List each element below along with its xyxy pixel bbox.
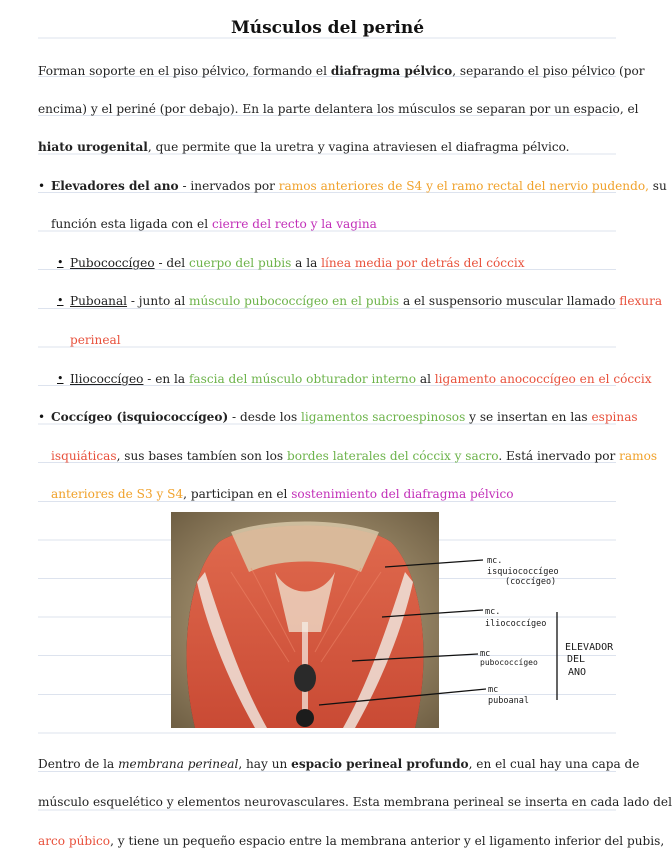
label-isquiococcigeo-b: isquiococcígeo [487, 567, 559, 577]
term-espacio-perineal-profundo: espacio perineal profundo [291, 757, 469, 771]
term-hiato-urogenital: hiato urogenital [38, 140, 148, 154]
insertion-text: ligamento anococcígeo en el cóccix [434, 372, 652, 386]
leader-line [385, 560, 483, 567]
insertion-text: espinas [591, 410, 638, 424]
leader-line [319, 689, 486, 705]
text-run: y se insertan en las [465, 410, 592, 424]
leader-line [382, 610, 483, 617]
leader-line [352, 654, 478, 661]
sub-bullet-icon: • [57, 372, 64, 385]
label-puboanal-a: mc [488, 685, 499, 695]
text-run: a la [291, 256, 322, 270]
text-run: , sus bases tambíen son los [116, 449, 287, 463]
text-run: a el suspensorio muscular llamado [399, 294, 620, 308]
origin-text: ligamentos sacroespinosos [301, 410, 466, 424]
insertion-text: isquiáticas [51, 449, 117, 463]
origin-text: músculo pubococcígeo en el pubis [189, 294, 400, 308]
term-arco-pubico: arco púbico [38, 834, 111, 848]
insertion-text: flexura [619, 294, 663, 308]
text-run: - en la [143, 372, 189, 386]
label-iliococcigeo-b: iliococcígeo [485, 619, 547, 629]
page-title: Músculos del periné [230, 18, 425, 38]
text-run: función esta ligada con el [51, 217, 212, 231]
text-run: al [416, 372, 435, 386]
function-text: cierre del recto y la vagina [211, 217, 377, 231]
term-iliococcigeo: Iliococcígeo [70, 372, 144, 386]
bottom-line-1 [38, 756, 639, 772]
text-run: Forman soporte en el piso pélvico, formando el [38, 64, 331, 78]
term-elevadores-del-ano: Elevadores del ano [51, 179, 179, 193]
term-coccigeo: Coccígeo (isquiococcígeo) [51, 410, 229, 424]
group-label-ano: ANO [568, 667, 587, 678]
term-membrana-perineal: membrana perineal [118, 757, 239, 771]
term-diafragma-pelvico: diafragma pélvico [330, 64, 453, 78]
text-run: , hay un [238, 757, 292, 771]
label-pubococcigeo-a: mc [480, 649, 491, 659]
bottom-line-3 [38, 833, 664, 849]
text-run: - junto al [127, 294, 190, 308]
label-isquiococcigeo-a: mc. [487, 556, 503, 566]
text-run: , separando el piso pélvico (por [452, 64, 645, 78]
text-run: , que permite que la uretra y vagina atraviesen el diafragma pélvico. [147, 140, 570, 154]
insertion-text: línea media por detrás del cóccix [321, 256, 525, 270]
text-run: , participan en el [183, 487, 292, 501]
nerve-text: anteriores de S3 y S4 [51, 487, 184, 501]
label-iliococcigeo-a: mc. [485, 607, 501, 617]
label-isquiococcigeo-c: (coccígeo) [505, 577, 557, 587]
text-run: su [648, 179, 667, 193]
text-run: - desde los [228, 410, 301, 424]
bottom-line-2: músculo esquelético y elementos neurovasculares. Esta membrana perineal se inserta en cada lado del [38, 795, 672, 809]
nerve-text: ramos [619, 449, 658, 463]
origin-text: bordes laterales del cóccix y sacro [286, 449, 499, 463]
text-run: - del [154, 256, 189, 270]
term-pubococcigeo: Pubococcígeo [70, 256, 155, 270]
label-puboanal-b: puboanal [488, 696, 529, 706]
group-label-del: DEL [567, 654, 586, 665]
intro-line-2: encima) y el periné (por debajo). En la parte delantera los músculos se separan por un espacio, el [38, 102, 639, 116]
insertion-text: perineal [70, 333, 121, 347]
sub-bullet-icon: • [57, 294, 64, 307]
origin-text: fascia del músculo obturador interno [188, 372, 417, 386]
text-run: Dentro de la [38, 757, 119, 771]
label-pubococcigeo-b: pubococcígeo [480, 658, 538, 667]
function-text: sostenimiento del diafragma pélvico [291, 487, 514, 501]
group-label-elevador: ELEVADOR [565, 642, 614, 653]
bullet-icon: • [38, 410, 46, 424]
text-run: . Está inervado por [498, 449, 620, 463]
origin-text: cuerpo del pubis [189, 256, 292, 270]
text-run: , y tiene un pequeño espacio entre la membrana anterior y el ligamento inferior del pubis, [110, 834, 665, 848]
nerve-text: ramos anteriores de S4 y el ramo rectal del nervio pudendo, [278, 179, 649, 193]
text-run: , en el cual hay una capa de [468, 757, 640, 771]
sub-bullet-icon: • [57, 256, 64, 269]
bullet-icon: • [38, 179, 46, 193]
term-puboanal: Puboanal [70, 294, 128, 308]
text-run: - inervados por [178, 179, 279, 193]
